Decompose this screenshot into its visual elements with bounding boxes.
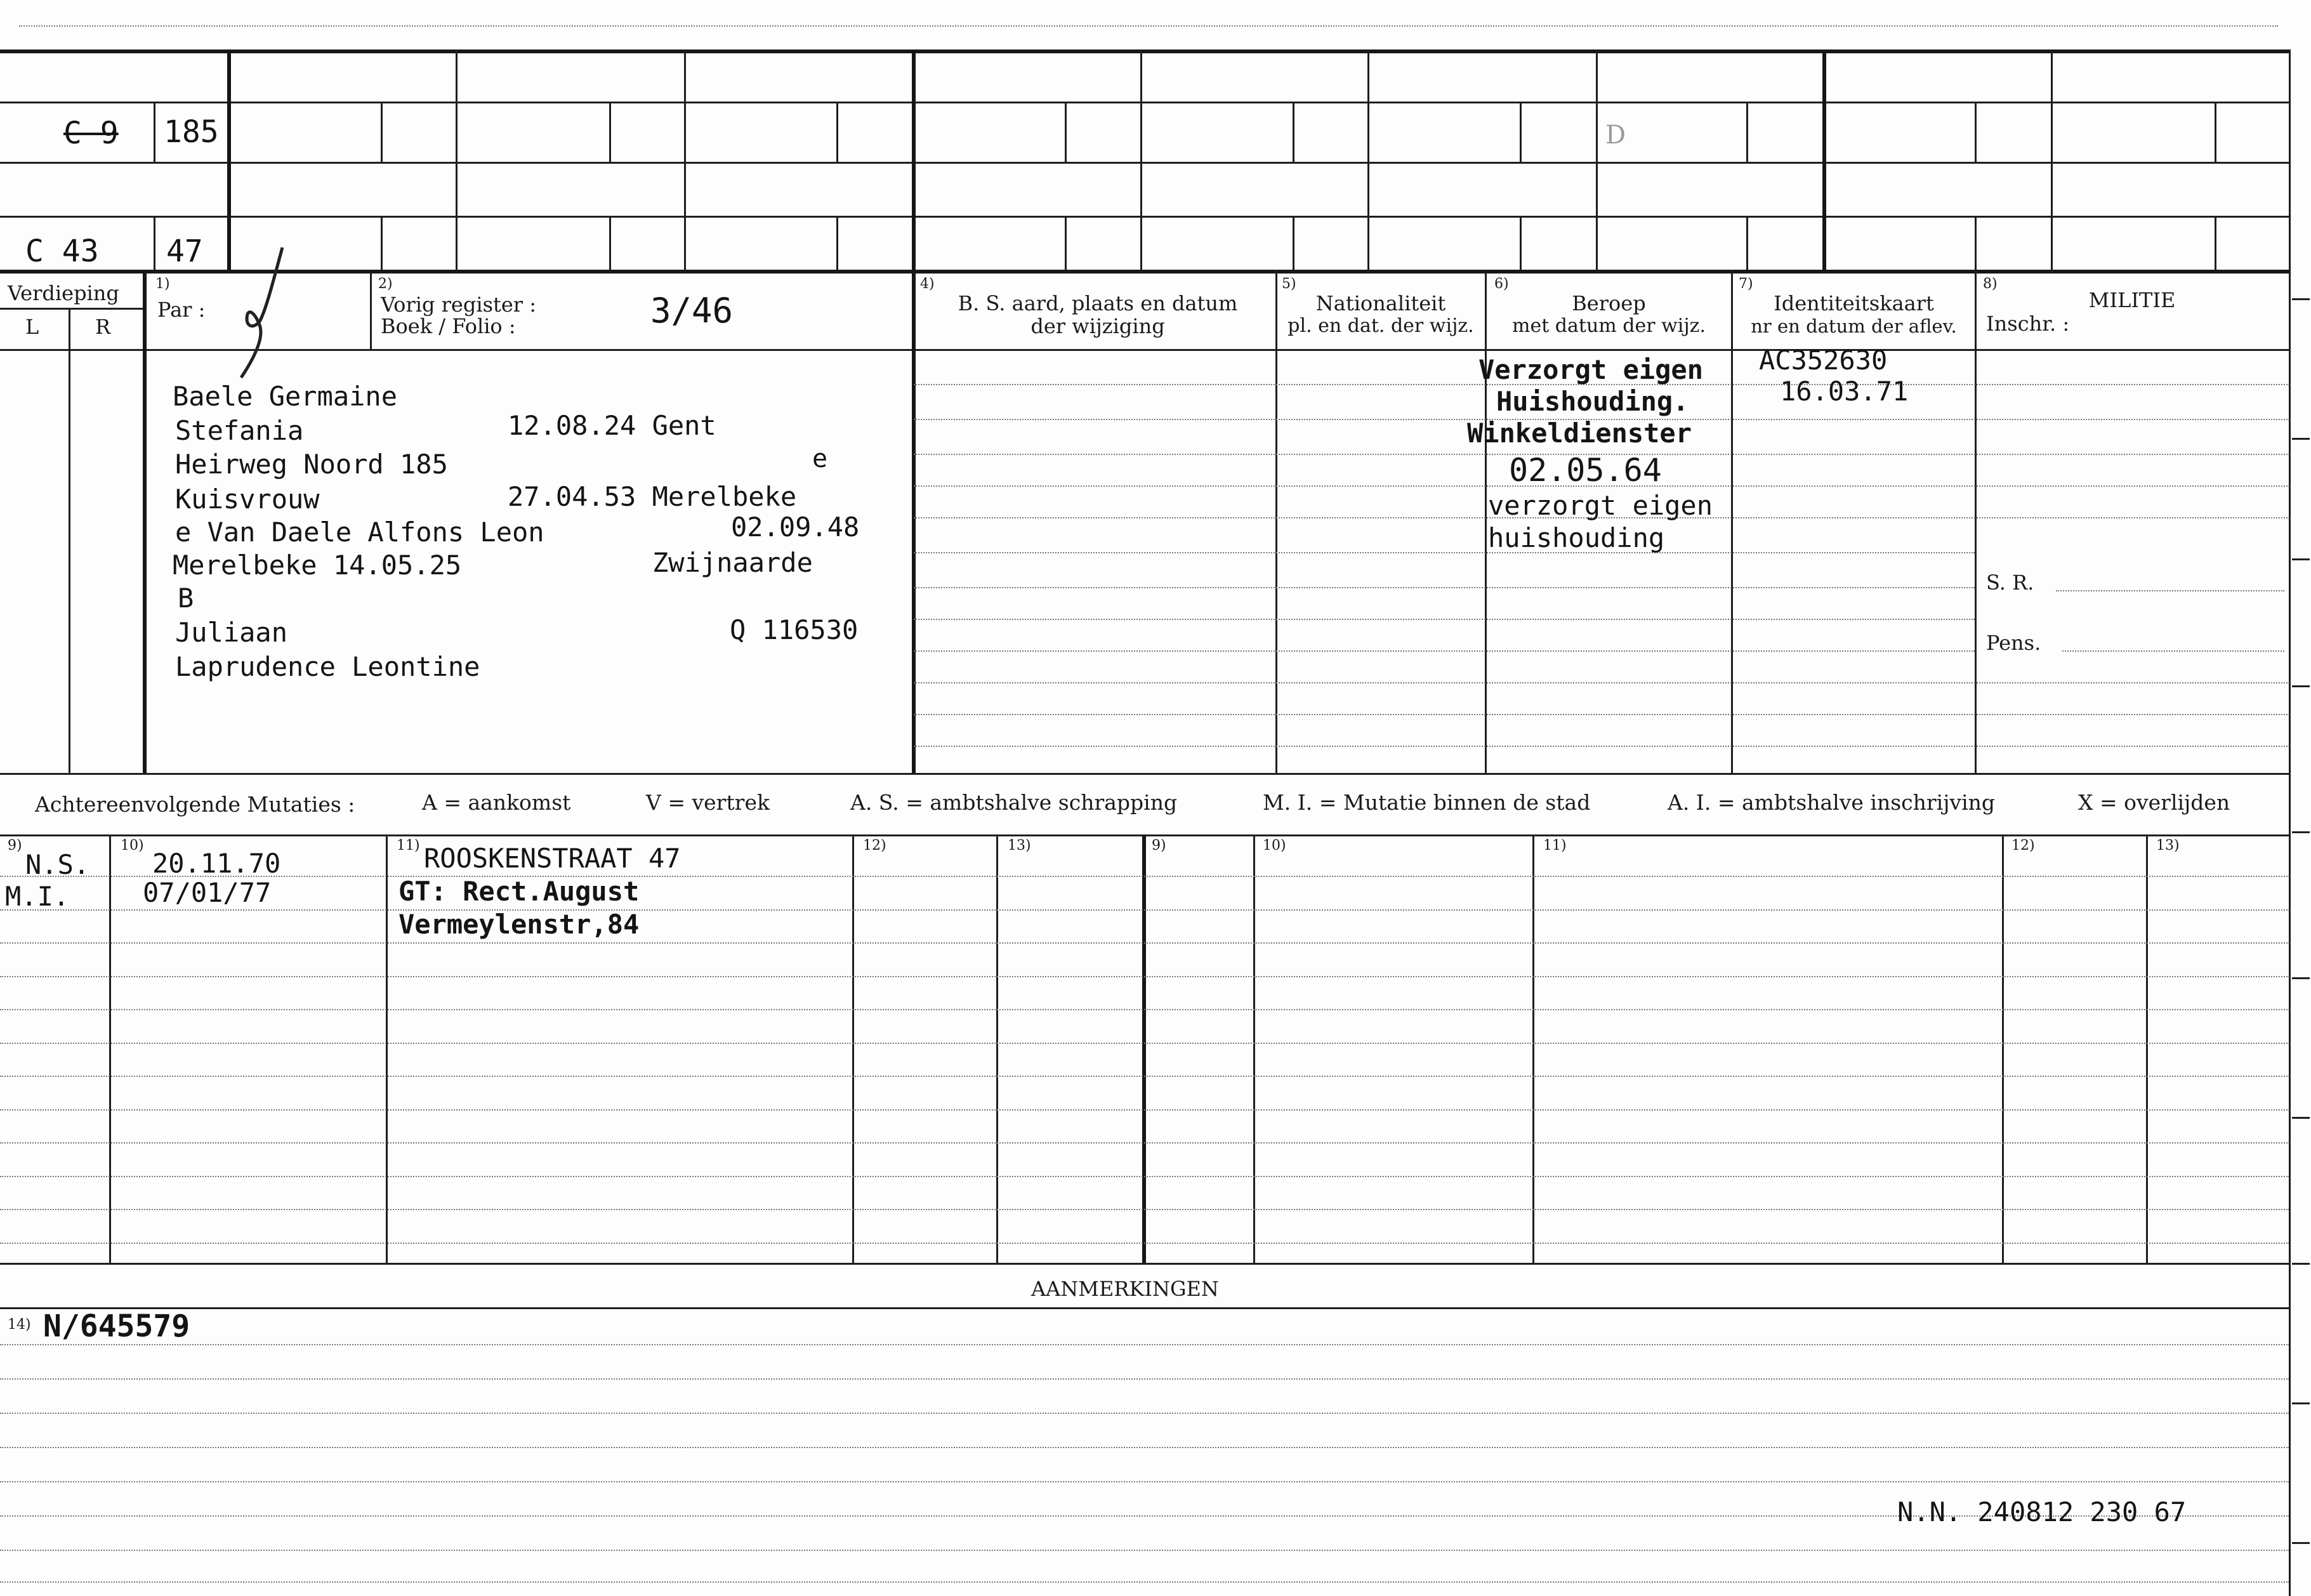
mutation-2-address-line1: GT: Rect.August <box>398 876 640 907</box>
mut-row-line <box>0 1076 2289 1077</box>
margin-tick <box>2292 1117 2310 1119</box>
field-number-2: 2) <box>378 276 393 292</box>
mut-num-13: 13) <box>1008 838 1031 854</box>
field-number-7: 7) <box>1739 276 1753 292</box>
identiteit-header-line2: nr en datum der aflev. <box>1751 315 1957 337</box>
beroep-line4: 02.05.64 <box>1509 452 1662 489</box>
boek-folio-label: Boek / Folio : <box>381 314 516 338</box>
margin-tick <box>2292 558 2310 560</box>
letter-b: B <box>178 583 194 614</box>
grid-vline <box>836 216 838 270</box>
remark-line <box>0 1344 2289 1345</box>
grid-vline <box>1140 49 1142 272</box>
grid-vline <box>609 102 611 162</box>
address: Heirweg Noord 185 <box>175 449 448 480</box>
grid-vline <box>912 49 916 272</box>
spouse-birth: Merelbeke 14.05.25 <box>173 550 462 581</box>
e-mark: e <box>812 444 828 473</box>
grid-vline <box>381 216 383 270</box>
grid-vline <box>154 102 155 162</box>
col-divider <box>1485 270 1487 774</box>
mother-name: Laprudence Leontine <box>175 651 480 682</box>
col-divider <box>1275 270 1277 774</box>
spouse-name: e Van Daele Alfons Leon <box>175 517 544 548</box>
grid-vline <box>684 49 686 272</box>
identiteit-header-line1: Identiteitskaart <box>1774 291 1934 315</box>
grid-vline <box>2215 216 2216 270</box>
grid-line <box>0 102 2291 103</box>
mut-num-9: 9) <box>8 838 22 854</box>
mutaties-title: Achtereenvolgende Mutaties : <box>35 792 355 817</box>
beroep-line6: huishouding <box>1488 522 1665 553</box>
mut-row-line <box>0 1109 2289 1111</box>
grid-vline <box>1065 102 1067 162</box>
legend-vertrek: V = vertrek <box>646 790 770 815</box>
mut-num-12: 12) <box>863 838 886 854</box>
pens-label: Pens. <box>1986 631 2041 655</box>
col-divider <box>143 270 147 774</box>
id-card-number: AC352630 <box>1759 345 1888 376</box>
grid-vline <box>1520 102 1522 162</box>
father-name: Juliaan <box>175 617 288 648</box>
grid-line <box>0 162 2291 164</box>
nationaliteit-header-line1: Nationaliteit <box>1315 291 1446 315</box>
boek-folio-value: 3/46 <box>650 291 734 331</box>
grid-vline <box>1975 216 1977 270</box>
mut-num-9b: 9) <box>1152 838 1166 854</box>
legend-mutatie-binnen-stad: M. I. = Mutatie binnen de stad <box>1263 790 1591 815</box>
mut-col <box>109 834 111 1263</box>
body-bottom <box>0 773 2291 775</box>
grid-vline <box>227 49 231 272</box>
remark-line <box>0 1447 2289 1448</box>
remark-line <box>0 1581 2289 1583</box>
mut-num-11: 11) <box>397 838 420 854</box>
grid-vline <box>1746 216 1748 270</box>
faint-mark: D <box>1605 121 1626 150</box>
field-number-6: 6) <box>1494 276 1509 292</box>
id-card-date: 16.03.71 <box>1780 376 1909 407</box>
register-ref: C 43 <box>25 234 99 269</box>
r-label: R <box>95 315 111 339</box>
margin-tick <box>2292 298 2310 300</box>
grid-vline <box>1822 49 1826 272</box>
mut-col <box>996 834 998 1263</box>
grid-vline <box>381 102 383 162</box>
reference-number: Q 116530 <box>730 614 859 645</box>
right-edge <box>2289 1173 2291 1596</box>
mut-row-line <box>0 942 2289 944</box>
bs-header-line1: B. S. aard, plaats en datum <box>958 291 1238 315</box>
pens-line <box>2062 650 2284 652</box>
col-divider <box>69 308 70 774</box>
legend-ambtshalve-inschrijving: A. I. = ambtshalve inschrijving <box>1668 790 1996 815</box>
mut-col <box>386 834 388 1263</box>
row-line <box>914 714 2289 715</box>
mut-num-11b: 11) <box>1543 838 1567 854</box>
remark-line <box>0 1378 2289 1380</box>
sr-line <box>2056 590 2284 591</box>
remark-line <box>0 1481 2289 1482</box>
register-ref-old: C 9 <box>63 115 119 151</box>
legend-ambtshalve-schrapping: A. S. = ambtshalve schrapping <box>850 790 1178 815</box>
grid-vline <box>2289 49 2291 1173</box>
mutation-1-date: 20.11.70 <box>152 848 281 879</box>
mutation-2-address-line2: Vermeylenstr,84 <box>398 909 640 940</box>
col-divider <box>912 270 916 774</box>
occupation: Kuisvrouw <box>175 484 320 515</box>
mut-row-line <box>0 1243 2289 1244</box>
mut-col <box>1142 834 1146 1263</box>
register-number: 47 <box>166 234 203 269</box>
margin-tick <box>2292 1263 2310 1265</box>
field-number-5: 5) <box>1282 276 1296 292</box>
row-line <box>914 682 2289 683</box>
grid-vline <box>2051 49 2053 272</box>
bs-header-line2: der wijziging <box>1030 314 1165 338</box>
person-given-name: Stefania <box>175 415 304 446</box>
row-line <box>914 650 1975 652</box>
sr-label: S. R. <box>1986 570 2034 595</box>
nationaliteit-header-line2: pl. en dat. der wijz. <box>1287 315 1474 337</box>
beroep-header-line2: met datum der wijz. <box>1512 315 1706 337</box>
militie-header: MILITIE <box>2088 288 2176 312</box>
grid-vline <box>456 49 458 272</box>
legend-aankomst: A = aankomst <box>422 790 571 815</box>
beroep-line3: Winkeldienster <box>1467 418 1692 449</box>
remark-line <box>0 1550 2289 1551</box>
col-divider <box>1731 270 1733 774</box>
aanmerkingen-line <box>0 1307 2291 1309</box>
field-number-14: 14) <box>8 1317 31 1333</box>
margin-tick <box>2292 438 2310 440</box>
grid-vline <box>1746 102 1748 162</box>
grid-vline <box>1520 216 1522 270</box>
mut-row-line <box>0 1209 2289 1210</box>
header-bottom <box>0 349 2291 351</box>
mut-row-line <box>0 1142 2289 1144</box>
mut-num-10: 10) <box>121 838 144 854</box>
margin-tick <box>2292 977 2310 979</box>
mut-num-10b: 10) <box>1263 838 1286 854</box>
row-line <box>914 587 1975 588</box>
grid-vline <box>1293 102 1294 162</box>
verdieping-label: Verdieping <box>8 281 119 305</box>
vorig-register-label: Vorig register : <box>381 293 537 317</box>
grid-vline <box>836 102 838 162</box>
grid-vline <box>1596 49 1598 272</box>
margin-tick <box>2292 1542 2310 1544</box>
grid-vline <box>1975 102 1977 162</box>
mut-row-line <box>0 1009 2289 1010</box>
mut-col <box>852 834 854 1263</box>
top-border <box>0 49 2291 53</box>
grid-vline <box>1065 216 1067 270</box>
mut-row-line <box>0 876 2289 877</box>
mutaties-bottom <box>0 1263 2291 1265</box>
beroep-header-line1: Beroep <box>1572 291 1646 315</box>
grid-vline <box>2215 102 2216 162</box>
aanmerkingen-value: N/645579 <box>43 1309 190 1344</box>
remark-line <box>0 1413 2289 1414</box>
mutation-2-date: 07/01/77 <box>143 877 272 908</box>
mut-row-line <box>0 1043 2289 1044</box>
mut-num-12b: 12) <box>2011 838 2035 854</box>
col-divider <box>370 270 372 349</box>
date-value: 02.09.48 <box>731 511 860 543</box>
national-number: N.N. 240812 230 67 <box>1897 1496 2187 1527</box>
lr-line <box>0 308 143 310</box>
field-number-4: 4) <box>920 276 935 292</box>
place: Zwijnaarde <box>652 547 813 578</box>
par-label: Par : <box>157 298 206 322</box>
legend-overlijden: X = overlijden <box>2078 790 2230 815</box>
grid-vline <box>609 216 611 270</box>
beroep-line2: Huishouding. <box>1496 386 1689 417</box>
mutation-1-address: ROOSKENSTRAAT 47 <box>424 843 681 874</box>
marriage-date-place: 27.04.53 Merelbeke <box>508 481 797 512</box>
row-line <box>914 746 2289 747</box>
grid-vline <box>154 216 155 270</box>
row-line <box>914 619 1975 620</box>
grid-vline <box>1293 216 1294 270</box>
field-number-8: 8) <box>1983 276 1998 292</box>
mut-row-line <box>0 909 2289 911</box>
aanmerkingen-title: AANMERKINGEN <box>1031 1277 1219 1301</box>
margin-tick <box>2292 1402 2310 1404</box>
field-number-1: 1) <box>155 276 170 292</box>
par-flourish-mark <box>228 244 298 384</box>
col-divider <box>1975 270 1977 774</box>
register-number-old: 185 <box>164 114 219 150</box>
mut-col <box>2002 834 2004 1263</box>
margin-tick <box>2292 685 2310 687</box>
l-label: L <box>25 315 39 339</box>
person-name: Baele Germaine <box>173 381 398 412</box>
birth-date-place: 12.08.24 Gent <box>508 410 716 441</box>
mut-row-line <box>0 976 2289 977</box>
row-line <box>914 552 1975 553</box>
mut-row-line <box>0 1176 2289 1177</box>
mutation-1-code: N.S. <box>25 849 90 880</box>
mut-col <box>1532 834 1534 1263</box>
mut-col <box>1253 834 1255 1263</box>
margin-tick <box>2292 831 2310 833</box>
mutation-2-code: M.I. <box>5 881 70 912</box>
beroep-line5: verzorgt eigen <box>1488 490 1713 521</box>
beroep-line1: Verzorgt eigen <box>1478 354 1704 385</box>
grid-vline <box>1367 49 1369 272</box>
mut-col <box>2146 834 2148 1263</box>
inschr-label: Inschr. : <box>1986 312 2070 336</box>
grid-line <box>0 216 2291 218</box>
top-dotted-edge <box>19 25 2278 27</box>
mut-num-13b: 13) <box>2156 838 2180 854</box>
grid-line <box>0 270 2291 274</box>
